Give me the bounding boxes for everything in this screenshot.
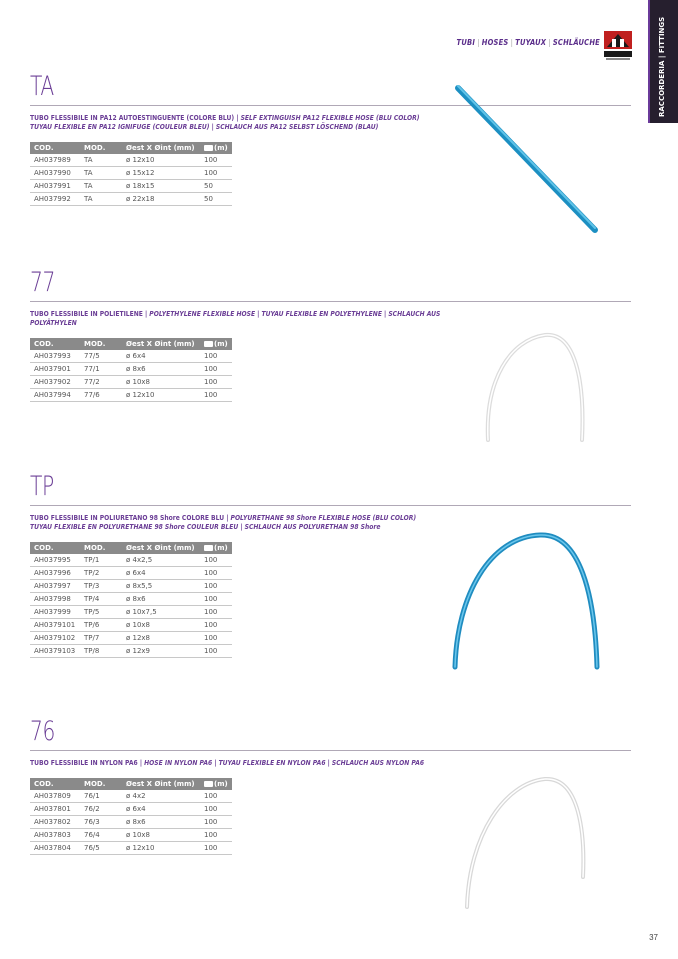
cell-mod: 76/1	[80, 790, 122, 803]
cell-size: ø 12x10	[122, 154, 200, 167]
cell-length: 100	[200, 363, 232, 376]
cell-size: ø 12x10	[122, 842, 200, 855]
cell-cod: AH037989	[30, 154, 80, 167]
table-row	[30, 389, 232, 402]
cell-mod: TA	[80, 154, 122, 167]
table-row	[30, 829, 232, 842]
cell-length: 100	[200, 790, 232, 803]
cell-size: ø 8x6	[122, 816, 200, 829]
col-size: Øest X Øint (mm)	[122, 338, 200, 350]
hose-image-blue-arch	[445, 525, 610, 675]
cell-mod: 77/2	[80, 376, 122, 389]
cell-length: 100	[200, 803, 232, 816]
table-row	[30, 180, 232, 193]
col-cod: COD.	[30, 778, 80, 790]
cell-length: 100	[200, 619, 232, 632]
cell-length: 100	[200, 167, 232, 180]
cell-cod: AH037809	[30, 790, 80, 803]
section-title: 76	[30, 716, 56, 747]
cell-mod: TA	[80, 167, 122, 180]
table-header	[30, 142, 232, 154]
cell-cod: AH037801	[30, 803, 80, 816]
brand-logo	[603, 30, 633, 62]
cell-cod: AH037997	[30, 580, 80, 593]
section-description: TUBO FLESSIBILE IN PA12 AUTOESTINGUENTE (COLORE BLU) | SELF EXTINGUISH PA12 FLEXIBLE HOSE (BLU COLOR) TUYAU FLEXIBLE EN PA12 IGNIFUGE (COULEUR BLEU) | SCHLAUCH AUS PA12 SELBST LÖSCHEND (BLAU)	[30, 114, 420, 131]
cell-length: 100	[200, 376, 232, 389]
table-row	[30, 606, 232, 619]
cell-cod: AH0379102	[30, 632, 80, 645]
nav-tubi: TUBI	[456, 38, 476, 47]
table-row	[30, 842, 232, 855]
cell-size: ø 8x5,5	[122, 580, 200, 593]
nav-schlauche: SCHLÄUCHE	[552, 38, 600, 47]
cell-length: 100	[200, 554, 232, 567]
cell-cod: AH0379101	[30, 619, 80, 632]
table-row	[30, 554, 232, 567]
divider	[30, 505, 631, 506]
table-header	[30, 338, 232, 350]
col-cod: COD.	[30, 338, 80, 350]
cell-mod: TP/6	[80, 619, 122, 632]
cell-cod: AH037991	[30, 180, 80, 193]
cell-mod: 76/2	[80, 803, 122, 816]
cell-length: 100	[200, 632, 232, 645]
hose-image-blue-straight	[450, 80, 610, 240]
col-size: Øest X Øint (mm)	[122, 142, 200, 154]
cell-length: 50	[200, 193, 232, 206]
cell-mod: TP/8	[80, 645, 122, 658]
cell-length: 100	[200, 842, 232, 855]
cell-size: ø 8x6	[122, 593, 200, 606]
side-tab	[648, 0, 678, 123]
cell-mod: TP/1	[80, 554, 122, 567]
cell-size: ø 12x8	[122, 632, 200, 645]
table-row	[30, 376, 232, 389]
table-body	[30, 790, 232, 855]
cell-length: 100	[200, 606, 232, 619]
hose-image-white-arch	[470, 320, 610, 450]
table-header	[30, 542, 232, 554]
cell-size: ø 10x8	[122, 829, 200, 842]
cell-cod: AH0379103	[30, 645, 80, 658]
cell-cod: AH037993	[30, 350, 80, 363]
cell-length: 100	[200, 154, 232, 167]
cell-size: ø 6x4	[122, 567, 200, 580]
cell-size: ø 12x10	[122, 389, 200, 402]
breadcrumb: TUBI | HOSES | TUYAUX | SCHLÄUCHE	[456, 38, 600, 47]
table-row	[30, 350, 232, 363]
cell-mod: TA	[80, 193, 122, 206]
cell-size: ø 10x8	[122, 376, 200, 389]
cell-cod: AH037901	[30, 363, 80, 376]
cell-size: ø 10x8	[122, 619, 200, 632]
table-row	[30, 645, 232, 658]
table-row	[30, 193, 232, 206]
col-size: Øest X Øint (mm)	[122, 778, 200, 790]
page-number: 37	[649, 933, 658, 942]
package-icon	[204, 781, 213, 787]
product-table	[30, 778, 232, 855]
cell-size: ø 6x4	[122, 803, 200, 816]
cell-cod: AH037804	[30, 842, 80, 855]
col-mod: MOD.	[80, 778, 122, 790]
cell-size: ø 12x9	[122, 645, 200, 658]
table-body	[30, 154, 232, 206]
cell-mod: TP/4	[80, 593, 122, 606]
cell-mod: TP/3	[80, 580, 122, 593]
col-mod: MOD.	[80, 338, 122, 350]
hose-image-white-arch-nylon	[455, 765, 605, 915]
divider	[30, 301, 631, 302]
cell-cod: AH037995	[30, 554, 80, 567]
table-row	[30, 816, 232, 829]
cell-size: ø 6x4	[122, 350, 200, 363]
col-length: (m)	[200, 142, 232, 154]
col-cod: COD.	[30, 142, 80, 154]
cell-mod: 76/3	[80, 816, 122, 829]
package-icon	[204, 145, 213, 151]
cell-mod: 77/6	[80, 389, 122, 402]
table-row	[30, 580, 232, 593]
table-body	[30, 350, 232, 402]
section-title: TP	[30, 471, 54, 502]
cell-length: 100	[200, 816, 232, 829]
col-length: (m)	[200, 542, 232, 554]
cell-cod: AH037996	[30, 567, 80, 580]
table-row	[30, 167, 232, 180]
table-header	[30, 778, 232, 790]
cell-size: ø 10x7,5	[122, 606, 200, 619]
cell-size: ø 8x6	[122, 363, 200, 376]
package-icon	[204, 341, 213, 347]
cell-size: ø 4x2,5	[122, 554, 200, 567]
section-description: TUBO FLESSIBILE IN NYLON PA6 | HOSE IN NYLON PA6 | TUYAU FLEXIBLE EN NYLON PA6 | SCHLAUCH AUS NYLON PA6	[30, 759, 425, 767]
table-row	[30, 593, 232, 606]
cell-size: ø 15x12	[122, 167, 200, 180]
cell-size: ø 4x2	[122, 790, 200, 803]
cell-length: 100	[200, 645, 232, 658]
col-cod: COD.	[30, 542, 80, 554]
table-body	[30, 554, 232, 658]
cell-cod: AH037802	[30, 816, 80, 829]
cell-length: 100	[200, 350, 232, 363]
cell-mod: 77/5	[80, 350, 122, 363]
product-table	[30, 542, 232, 658]
table-row	[30, 363, 232, 376]
cell-length: 100	[200, 567, 232, 580]
table-row	[30, 790, 232, 803]
cell-length: 100	[200, 389, 232, 402]
cell-mod: 76/5	[80, 842, 122, 855]
cell-length: 100	[200, 829, 232, 842]
cell-cod: AH037902	[30, 376, 80, 389]
side-tab-label: RACCORDERIA | FITTINGS	[658, 16, 666, 117]
section-description: TUBO FLESSIBILE IN POLIURETANO 98 Shore COLORE BLU | POLYURETHANE 98 Shore FLEXIBLE HOSE (BLU COLOR) TUYAU FLEXIBLE EN POLYURETHANE 98 Shore COULEUR BLEU | SCHLAUCH AUS POLYURETHAN 98 Shore	[30, 514, 417, 531]
section-description: TUBO FLESSIBILE IN POLIETILENE | POLYETHYLENE FLEXIBLE HOSE | TUYAU FLEXIBLE EN POLYETHYLENE | SCHLAUCH AUS POLYÄTHYLEN	[30, 310, 441, 327]
table-row	[30, 619, 232, 632]
cell-cod: AH037990	[30, 167, 80, 180]
cell-cod: AH037803	[30, 829, 80, 842]
cell-mod: 77/1	[80, 363, 122, 376]
cell-length: 50	[200, 180, 232, 193]
package-icon	[204, 545, 213, 551]
col-size: Øest X Øint (mm)	[122, 542, 200, 554]
cell-length: 100	[200, 593, 232, 606]
cell-mod: TP/2	[80, 567, 122, 580]
cell-mod: TP/7	[80, 632, 122, 645]
product-table	[30, 338, 232, 402]
table-row	[30, 632, 232, 645]
section-title: 77	[30, 267, 56, 298]
table-row	[30, 567, 232, 580]
nav-hoses: HOSES	[481, 38, 509, 47]
table-row	[30, 154, 232, 167]
cell-size: ø 22x18	[122, 193, 200, 206]
section-title: TA	[30, 71, 54, 102]
nav-tuyaux: TUYAUX	[515, 38, 547, 47]
product-table	[30, 142, 232, 206]
cell-length: 100	[200, 580, 232, 593]
table-row	[30, 803, 232, 816]
col-length: (m)	[200, 778, 232, 790]
cell-cod: AH037999	[30, 606, 80, 619]
cell-cod: AH037994	[30, 389, 80, 402]
divider	[30, 750, 631, 751]
cell-mod: 76/4	[80, 829, 122, 842]
col-mod: MOD.	[80, 142, 122, 154]
cell-mod: TP/5	[80, 606, 122, 619]
col-mod: MOD.	[80, 542, 122, 554]
cell-cod: AH037992	[30, 193, 80, 206]
cell-mod: TA	[80, 180, 122, 193]
cell-size: ø 18x15	[122, 180, 200, 193]
cell-cod: AH037998	[30, 593, 80, 606]
col-length: (m)	[200, 338, 232, 350]
